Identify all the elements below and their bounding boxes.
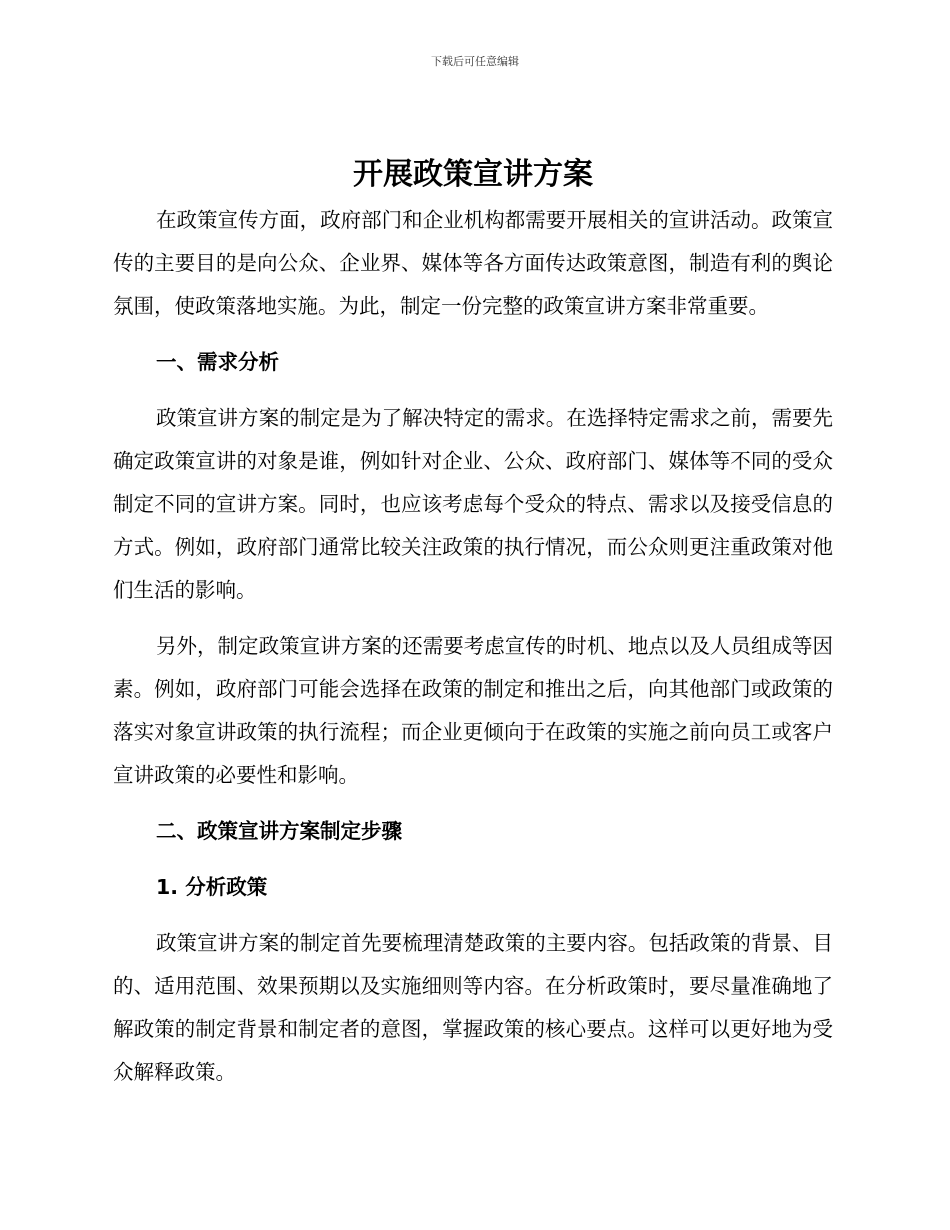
needs-paragraph-1: 政策宣讲方案的制定是为了解决特定的需求。在选择特定需求之前，需要先确定政策宣讲的对象是谁，例如针对企业、公众、政府部门、媒体等不同的受众制定不同的宣讲方案。同时，也应该考虑每个受众的特点、需求以及接受信息的方式。例如，政府部门通常比较关注政策的执行情况，而公众则更注重政策对他们生活的影响。 [113,406,833,602]
analyze-policy-paragraph: 政策宣讲方案的制定首先要梳理清楚政策的主要内容。包括政策的背景、目的、适用范围、效果预期以及实施细则等内容。在分析政策时，要尽量准确地了解政策的制定背景和制定者的意图，掌握政策的核心要点。这样可以更好地为受众解释政策。 [113,931,833,1084]
document-title: 开展政策宣讲方案 [353,157,593,192]
section-heading-steps: 二、政策宣讲方案制定步骤 [156,819,402,843]
document-content [113,156,833,1094]
section-heading-needs-analysis: 一、需求分析 [156,350,279,374]
intro-paragraph: 在政策宣传方面，政府部门和企业机构都需要开展相关的宣讲活动。政策宣传的主要目的是向公众、企业界、媒体等各方面传达政策意图，制造有利的舆论氛围，使政策落地实施。为此，制定一份完整的政策宣讲方案非常重要。 [113,208,833,318]
header-note: 下载后可任意编辑 [431,55,519,68]
subsection-heading-analyze-policy: 1. 分析政策 [156,875,268,899]
needs-paragraph-2: 另外，制定政策宣讲方案的还需要考虑宣传的时机、地点以及人员组成等因素。例如，政府部门可能会选择在政策的制定和推出之后，向其他部门或政策的落实对象宣讲政策的执行流程；而企业更倾向于在政策的实施之前向员工或客户宣讲政策的必要性和影响。 [113,634,833,787]
